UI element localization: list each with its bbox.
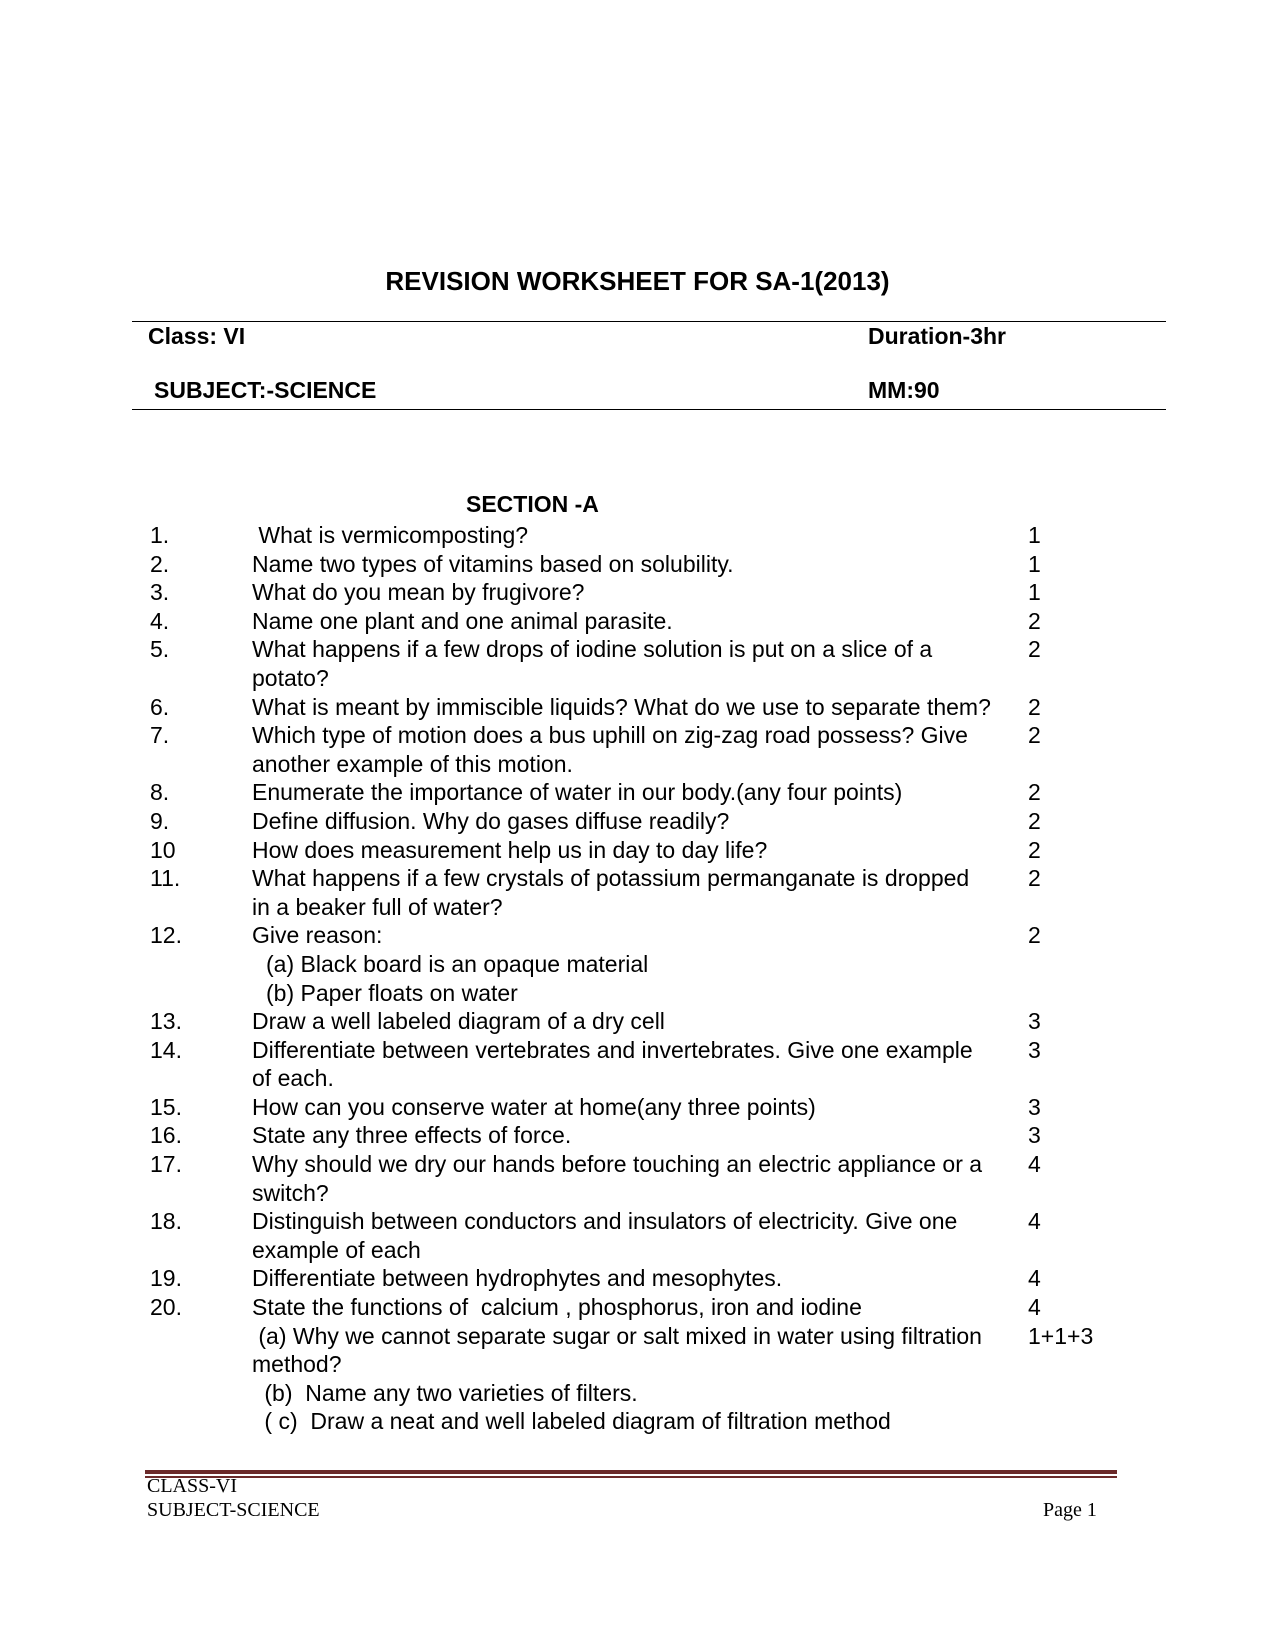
question-number: 15. (150, 1093, 182, 1120)
question-item (0, 1093, 1275, 1122)
header-bottom-rule (132, 409, 1166, 410)
footer-rule-thin (145, 1476, 1117, 1478)
question-marks: 1+1+3 (1028, 1322, 1094, 1349)
worksheet-title: REVISION WORKSHEET FOR SA-1(2013) (385, 266, 890, 296)
question-item (0, 1036, 1275, 1093)
header-top-rule (132, 321, 1166, 322)
question-item (0, 778, 1275, 807)
question-number: 18. (150, 1208, 182, 1235)
question-number: 7. (150, 722, 170, 749)
question-marks: 2 (1028, 636, 1041, 663)
question-item (0, 521, 1275, 550)
question-text: Define diffusion. Why do gases diffuse readily? (252, 807, 730, 834)
question-subpart: ( c) Draw a neat and well labeled diagram of filtration method (258, 1408, 891, 1435)
question-marks: 3 (1028, 1093, 1041, 1120)
question-text: Give reason: (252, 922, 383, 949)
question-item (0, 1207, 1275, 1264)
footer-rule (145, 1470, 1117, 1474)
question-number: 13. (150, 1008, 182, 1035)
question-item (0, 635, 1275, 692)
question-marks: 3 (1028, 1036, 1041, 1063)
question-marks: 2 (1028, 836, 1041, 863)
question-number: 11. (150, 865, 181, 892)
footer-subject: SUBJECT-SCIENCE (147, 1499, 320, 1521)
question-number: 19. (150, 1265, 182, 1292)
question-marks: 3 (1028, 1122, 1041, 1149)
section-title: SECTION -A (466, 491, 599, 517)
question-marks: 2 (1028, 807, 1041, 834)
question-item (0, 864, 1275, 921)
question-number: 3. (150, 579, 170, 606)
question-number: 16. (150, 1122, 182, 1149)
question-marks: 1 (1028, 522, 1041, 548)
question-subpart: (a) Black board is an opaque material (266, 950, 649, 977)
question-number: 10 (150, 836, 176, 863)
question-item (0, 721, 1275, 778)
question-marks: 4 (1028, 1294, 1041, 1321)
question-number: 2. (150, 550, 170, 577)
question-marks: 3 (1028, 1008, 1041, 1035)
max-marks-label: MM:90 (868, 377, 940, 403)
question-item (0, 836, 1275, 865)
question-marks: 2 (1028, 607, 1041, 634)
footer-page-number: Page 1 (1043, 1499, 1097, 1521)
question-item (0, 1150, 1275, 1207)
question-text: Distinguish between conductors and insulators of electricity. Give one example of each (252, 1208, 964, 1263)
question-subpart: (b) Paper floats on water (266, 979, 518, 1006)
question-number: 17. (150, 1151, 182, 1178)
question-text: What happens if a few crystals of potassium permanganate is dropped in a beaker full of water? (252, 865, 976, 920)
question-marks: 1 (1028, 579, 1041, 606)
subject-label: SUBJECT:-SCIENCE (154, 377, 377, 403)
question-number: 9. (150, 807, 170, 834)
footer-class: CLASS-VI (147, 1475, 238, 1497)
question-text: Differentiate between hydrophytes and mesophytes. (252, 1265, 783, 1292)
question-text: Why should we dry our hands before touching an electric appliance or a switch? (252, 1151, 989, 1206)
question-text: How can you conserve water at home(any three points) (252, 1093, 816, 1120)
question-marks: 2 (1028, 779, 1041, 806)
question-text: Enumerate the importance of water in our body.(any four points) (252, 779, 903, 806)
question-number: 1. (150, 522, 170, 548)
question-item (0, 578, 1275, 607)
question-text: How does measurement help us in day to day life? (252, 836, 768, 863)
question-marks: 2 (1028, 693, 1041, 720)
question-text: (a) Why we cannot separate sugar or salt mixed in water using filtration method? (252, 1322, 989, 1378)
question-number: 12. (150, 922, 182, 949)
question-text: What do you mean by frugivore? (252, 579, 585, 606)
question-marks: 2 (1028, 722, 1041, 749)
question-number: 6. (150, 693, 170, 720)
question-number: 5. (150, 636, 170, 663)
question-marks: 4 (1028, 1151, 1041, 1178)
question-item (0, 550, 1275, 579)
class-label: Class: VI (148, 323, 246, 349)
question-marks: 2 (1028, 922, 1041, 949)
question-text: What is vermicomposting? (252, 522, 529, 548)
question-text: State the functions of calcium , phosphorus, iron and iodine (252, 1294, 862, 1321)
question-text: What is meant by immiscible liquids? What do we use to separate them? (252, 693, 991, 720)
question-text: Draw a well labeled diagram of a dry cell (252, 1008, 665, 1035)
question-item (0, 807, 1275, 836)
question-list (0, 521, 1275, 1436)
question-text: Differentiate between vertebrates and invertebrates. Give one example of each. (252, 1036, 980, 1092)
question-number: 8. (150, 779, 170, 806)
question-text: State any three effects of force. (252, 1122, 572, 1149)
question-item (0, 1121, 1275, 1150)
question-item (0, 921, 1275, 1007)
question-marks: 4 (1028, 1265, 1041, 1292)
question-number: 4. (150, 607, 170, 634)
duration-label: Duration-3hr (868, 323, 1006, 349)
question-number: 14. (150, 1036, 182, 1063)
question-item (0, 1322, 1275, 1436)
question-item (0, 607, 1275, 636)
question-subpart: (b) Name any two varieties of filters. (258, 1379, 638, 1406)
question-marks: 4 (1028, 1208, 1041, 1235)
question-item (0, 1264, 1275, 1293)
question-item (0, 1293, 1275, 1322)
question-number: 20. (150, 1294, 182, 1321)
question-item (0, 1007, 1275, 1036)
question-marks: 1 (1028, 550, 1041, 577)
question-text: Name one plant and one animal parasite. (252, 607, 673, 634)
question-marks: 2 (1028, 865, 1041, 892)
question-text: What happens if a few drops of iodine solution is put on a slice of a potato? (252, 636, 939, 691)
question-text: Which type of motion does a bus uphill on zig-zag road possess? Give another example of this motion. (252, 722, 975, 777)
question-text: Name two types of vitamins based on solubility. (252, 550, 734, 577)
question-item (0, 693, 1275, 722)
